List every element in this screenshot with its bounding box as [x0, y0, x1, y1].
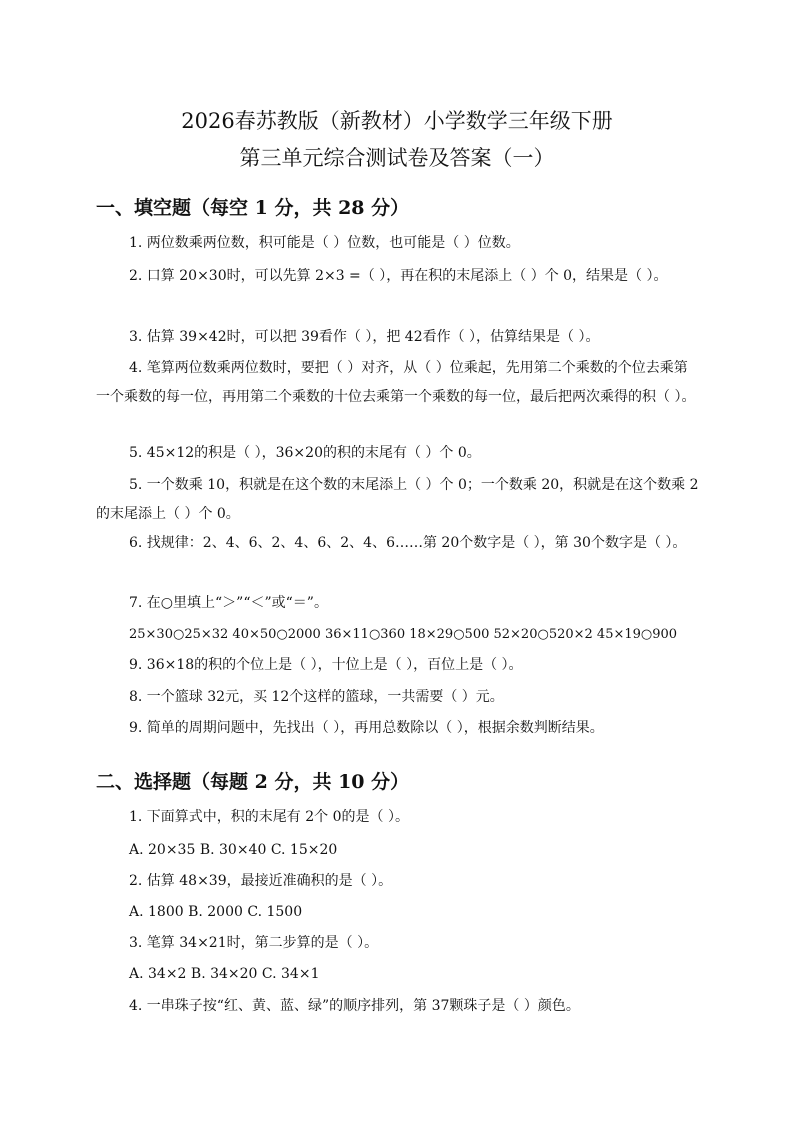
question-item: 4. 一串珠子按“红、黄、蓝、绿”的顺序排列，第 37颗珠子是（ ）颜色。 [129, 998, 580, 1014]
title-line-2: 第三单元综合测试卷及答案（一） [239, 146, 555, 170]
section-heading-fill-in: 一、填空题（每空 1 分，共 28 分） [96, 197, 410, 219]
question-item: 3. 笔算 34×21时，第二步算的是（ ）。 [129, 935, 379, 951]
answer-options: A. 34×2 B. 34×20 C. 34×1 [129, 966, 320, 982]
question-item: 1. 下面算式中，积的末尾有 2个 0的是（ ）。 [129, 809, 409, 825]
question-item: 5. 45×12的积是（ ），36×20的积的末尾有（ ）个 0。 [129, 445, 481, 461]
question-item: 2. 估算 48×39，最接近准确积的是（ ）。 [129, 873, 393, 889]
question-item: 5. 一个数乘 10，积就是在这个数的末尾添上（ ）个 0；一个数乘 20，积就是在这个数乘 2的末尾添上（ ）个 0。 [96, 477, 699, 522]
answer-options: A. 20×35 B. 30×40 C. 15×20 [129, 842, 338, 858]
question-item: 8. 一个篮球 32元，买 12个这样的篮球，一共需要（ ）元。 [129, 689, 504, 705]
question-item: 6. 找规律：2、4、6、2、4、6、2、4、6……第 20个数字是（ ），第 30个数字是（ ）。 [129, 535, 687, 551]
question-item: 4. 笔算两位数乘两位数时，要把（ ）对齐，从（ ）位乘起，先用第二个乘数的个位去乘第一个乘数的每一位，再用第二个乘数的十位去乘第一个乘数的每一位，最后把两次乘得的积（ ）。 [96, 360, 696, 405]
section-heading-choice: 二、选择题（每题 2 分，共 10 分） [96, 771, 410, 793]
question-item: 2. 口算 20×30时，可以先算 2×3 =（ ），再在积的末尾添上（ ）个 0，结果是（ ）。 [129, 268, 668, 284]
comparison-row: 25×30○25×32 40×50○2000 36×11○360 18×29○500 52×20○520×2 45×19○900 [129, 627, 678, 642]
question-item: 1. 两位数乘两位数，积可能是（ ）位数，也可能是（ ）位数。 [129, 235, 520, 251]
question-item: 3. 估算 39×42时，可以把 39看作（ ），把 42看作（ ），估算结果是（ ）。 [129, 329, 600, 345]
question-item: 9. 36×18的积的个位上是（ ），十位上是（ ），百位上是（ ）。 [129, 657, 523, 673]
title-line-1: 2026春苏教版（新教材）小学数学三年级下册 [181, 109, 613, 133]
question-item: 7. 在○里填上“＞”“＜”或“＝”。 [129, 595, 328, 611]
question-item: 9. 简单的周期问题中，先找出（ ），再用总数除以（ ），根据余数判断结果。 [129, 720, 604, 736]
answer-options: A. 1800 B. 2000 C. 1500 [129, 904, 303, 920]
